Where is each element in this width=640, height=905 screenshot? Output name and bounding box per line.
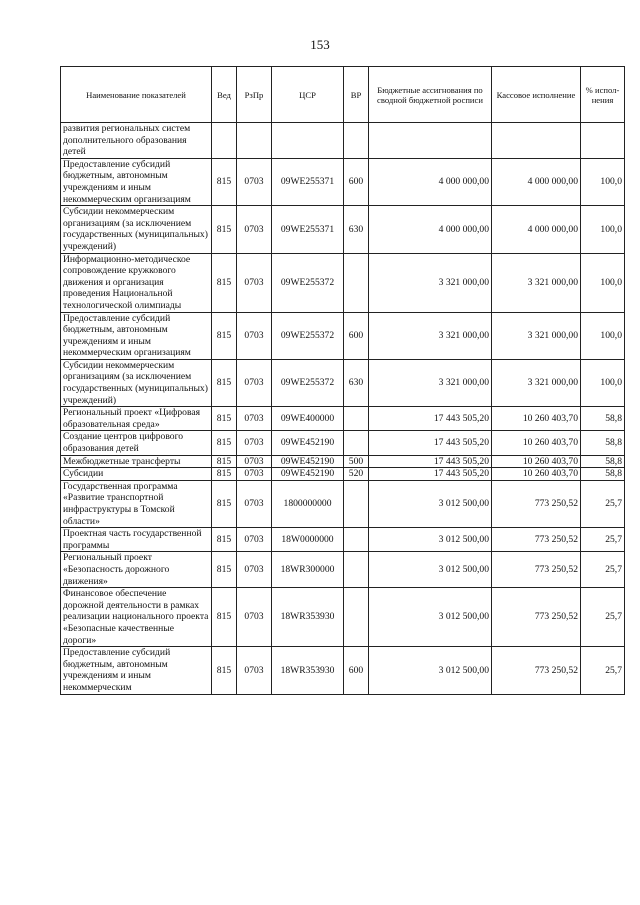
row-name: Региональный проект «Безопасность дорожного движения» (61, 552, 212, 588)
row-cash: 4 000 000,00 (492, 206, 581, 253)
row-rzpr: 0703 (237, 158, 272, 205)
row-ved: 815 (212, 158, 237, 205)
row-vr: 500 (344, 455, 369, 468)
row-vr: 600 (344, 312, 369, 359)
page-number: 153 (310, 37, 330, 52)
table-row (61, 455, 625, 468)
row-budget: 3 321 000,00 (369, 312, 492, 359)
row-ved (212, 123, 237, 159)
row-vr (344, 253, 369, 312)
table-row (61, 359, 625, 406)
row-budget: 17 443 505,20 (369, 455, 492, 468)
table-row (61, 528, 625, 552)
row-ved: 815 (212, 206, 237, 253)
row-name: Субсидии (61, 468, 212, 481)
row-rzpr: 0703 (237, 468, 272, 481)
row-vr: 600 (344, 158, 369, 205)
row-name: Предоставление субсидий бюджетным, автономным учреждениям и иным некоммерческим (61, 647, 212, 694)
row-budget: 3 012 500,00 (369, 552, 492, 588)
header-cash: Кассовое исполнение (492, 67, 581, 123)
row-ved: 815 (212, 359, 237, 406)
row-csr: 09WE452190 (272, 455, 344, 468)
row-budget: 17 443 505,20 (369, 468, 492, 481)
header-csr: ЦСР (272, 67, 344, 123)
table-row (61, 468, 625, 481)
row-budget: 3 321 000,00 (369, 359, 492, 406)
row-pct: 100,0 (581, 253, 625, 312)
row-name: Проектная часть государственной программы (61, 528, 212, 552)
row-cash: 3 321 000,00 (492, 312, 581, 359)
table-row (61, 158, 625, 205)
row-budget: 17 443 505,20 (369, 431, 492, 455)
row-ved: 815 (212, 431, 237, 455)
header-rzpr: РзПр (237, 67, 272, 123)
table-row (61, 123, 625, 159)
row-cash: 10 260 403,70 (492, 455, 581, 468)
row-pct: 100,0 (581, 359, 625, 406)
row-rzpr: 0703 (237, 480, 272, 527)
row-pct: 25,7 (581, 480, 625, 527)
row-pct: 58,8 (581, 407, 625, 431)
row-cash: 773 250,52 (492, 528, 581, 552)
row-csr: 09WE255372 (272, 359, 344, 406)
row-rzpr: 0703 (237, 647, 272, 694)
row-ved: 815 (212, 480, 237, 527)
row-rzpr: 0703 (237, 552, 272, 588)
row-vr (344, 480, 369, 527)
row-csr: 1800000000 (272, 480, 344, 527)
row-vr: 630 (344, 359, 369, 406)
row-vr (344, 552, 369, 588)
row-csr: 09WE255371 (272, 206, 344, 253)
row-budget (369, 123, 492, 159)
row-pct: 100,0 (581, 312, 625, 359)
row-budget: 3 321 000,00 (369, 253, 492, 312)
row-pct: 25,7 (581, 528, 625, 552)
table-row (61, 647, 625, 694)
table-row (61, 253, 625, 312)
row-name: Субсидии некоммерческим организациям (за исключением государственных (муниципальных) учреждений) (61, 359, 212, 406)
row-ved: 815 (212, 552, 237, 588)
row-ved: 815 (212, 528, 237, 552)
row-budget: 3 012 500,00 (369, 528, 492, 552)
row-csr (272, 123, 344, 159)
row-budget: 3 012 500,00 (369, 588, 492, 647)
row-pct: 100,0 (581, 206, 625, 253)
row-name: Предоставление субсидий бюджетным, автономным учреждениям и иным некоммерческим организациям (61, 312, 212, 359)
row-vr (344, 588, 369, 647)
row-name: Субсидии некоммерческим организациям (за исключением государственных (муниципальных) учреждений) (61, 206, 212, 253)
row-cash: 3 321 000,00 (492, 359, 581, 406)
row-rzpr: 0703 (237, 455, 272, 468)
row-pct: 25,7 (581, 552, 625, 588)
row-csr: 09WE400000 (272, 407, 344, 431)
row-ved: 815 (212, 588, 237, 647)
row-vr: 520 (344, 468, 369, 481)
row-csr: 09WE255371 (272, 158, 344, 205)
table-header-row (61, 67, 625, 123)
row-vr: 630 (344, 206, 369, 253)
row-pct: 58,8 (581, 468, 625, 481)
header-name: Наименование показателей (61, 67, 212, 123)
row-csr: 09WE452190 (272, 431, 344, 455)
row-pct: 100,0 (581, 158, 625, 205)
row-vr: 600 (344, 647, 369, 694)
header-vr: ВР (344, 67, 369, 123)
budget-execution-table (60, 66, 625, 695)
row-budget: 17 443 505,20 (369, 407, 492, 431)
row-pct: 25,7 (581, 647, 625, 694)
header-pct: % испол-нения (581, 67, 625, 123)
row-budget: 3 012 500,00 (369, 647, 492, 694)
row-csr: 09WE255372 (272, 312, 344, 359)
row-rzpr: 0703 (237, 407, 272, 431)
table-row (61, 206, 625, 253)
row-csr: 09WE452190 (272, 468, 344, 481)
row-rzpr: 0703 (237, 312, 272, 359)
table-row (61, 407, 625, 431)
row-cash: 10 260 403,70 (492, 407, 581, 431)
row-vr (344, 528, 369, 552)
row-ved: 815 (212, 468, 237, 481)
row-csr: 18WR300000 (272, 552, 344, 588)
header-budget: Бюджетные ассигнования по сводной бюджетной росписи (369, 67, 492, 123)
row-ved: 815 (212, 455, 237, 468)
row-pct: 58,8 (581, 455, 625, 468)
row-csr: 18WR353930 (272, 647, 344, 694)
row-rzpr: 0703 (237, 359, 272, 406)
row-vr (344, 407, 369, 431)
row-vr (344, 123, 369, 159)
row-cash: 10 260 403,70 (492, 468, 581, 481)
row-rzpr: 0703 (237, 253, 272, 312)
row-name: Государственная программа «Развитие транспортной инфраструктуры в Томской области» (61, 480, 212, 527)
row-name: Создание центров цифрового образования детей (61, 431, 212, 455)
row-csr: 09WE255372 (272, 253, 344, 312)
row-cash: 3 321 000,00 (492, 253, 581, 312)
table-row (61, 552, 625, 588)
row-cash: 773 250,52 (492, 588, 581, 647)
row-vr (344, 431, 369, 455)
row-rzpr: 0703 (237, 431, 272, 455)
row-rzpr: 0703 (237, 588, 272, 647)
row-cash: 10 260 403,70 (492, 431, 581, 455)
row-cash: 4 000 000,00 (492, 158, 581, 205)
header-ved: Вед (212, 67, 237, 123)
row-cash: 773 250,52 (492, 647, 581, 694)
row-ved: 815 (212, 312, 237, 359)
row-name: Финансовое обеспечение дорожной деятельности в рамках реализации национального проекта «Безопасные качественные дороги» (61, 588, 212, 647)
table-row (61, 480, 625, 527)
row-csr: 18WR353930 (272, 588, 344, 647)
row-cash: 773 250,52 (492, 480, 581, 527)
row-pct (581, 123, 625, 159)
row-ved: 815 (212, 407, 237, 431)
row-name: Информационно-методическое сопровождение кружкового движения и организация проведения Национальной технологической олимпиады (61, 253, 212, 312)
row-ved: 815 (212, 647, 237, 694)
row-name: развития региональных систем дополнительного образования детей (61, 123, 212, 159)
table-row (61, 588, 625, 647)
row-name: Межбюджетные трансферты (61, 455, 212, 468)
row-pct: 25,7 (581, 588, 625, 647)
row-csr: 18W0000000 (272, 528, 344, 552)
row-cash: 773 250,52 (492, 552, 581, 588)
row-name: Предоставление субсидий бюджетным, автономным учреждениям и иным некоммерческим организациям (61, 158, 212, 205)
row-rzpr (237, 123, 272, 159)
row-name: Региональный проект «Цифровая образовательная среда» (61, 407, 212, 431)
row-pct: 58,8 (581, 431, 625, 455)
row-rzpr: 0703 (237, 206, 272, 253)
row-budget: 4 000 000,00 (369, 158, 492, 205)
row-ved: 815 (212, 253, 237, 312)
row-budget: 4 000 000,00 (369, 206, 492, 253)
table-row (61, 312, 625, 359)
row-rzpr: 0703 (237, 528, 272, 552)
table-row (61, 431, 625, 455)
row-budget: 3 012 500,00 (369, 480, 492, 527)
row-cash (492, 123, 581, 159)
